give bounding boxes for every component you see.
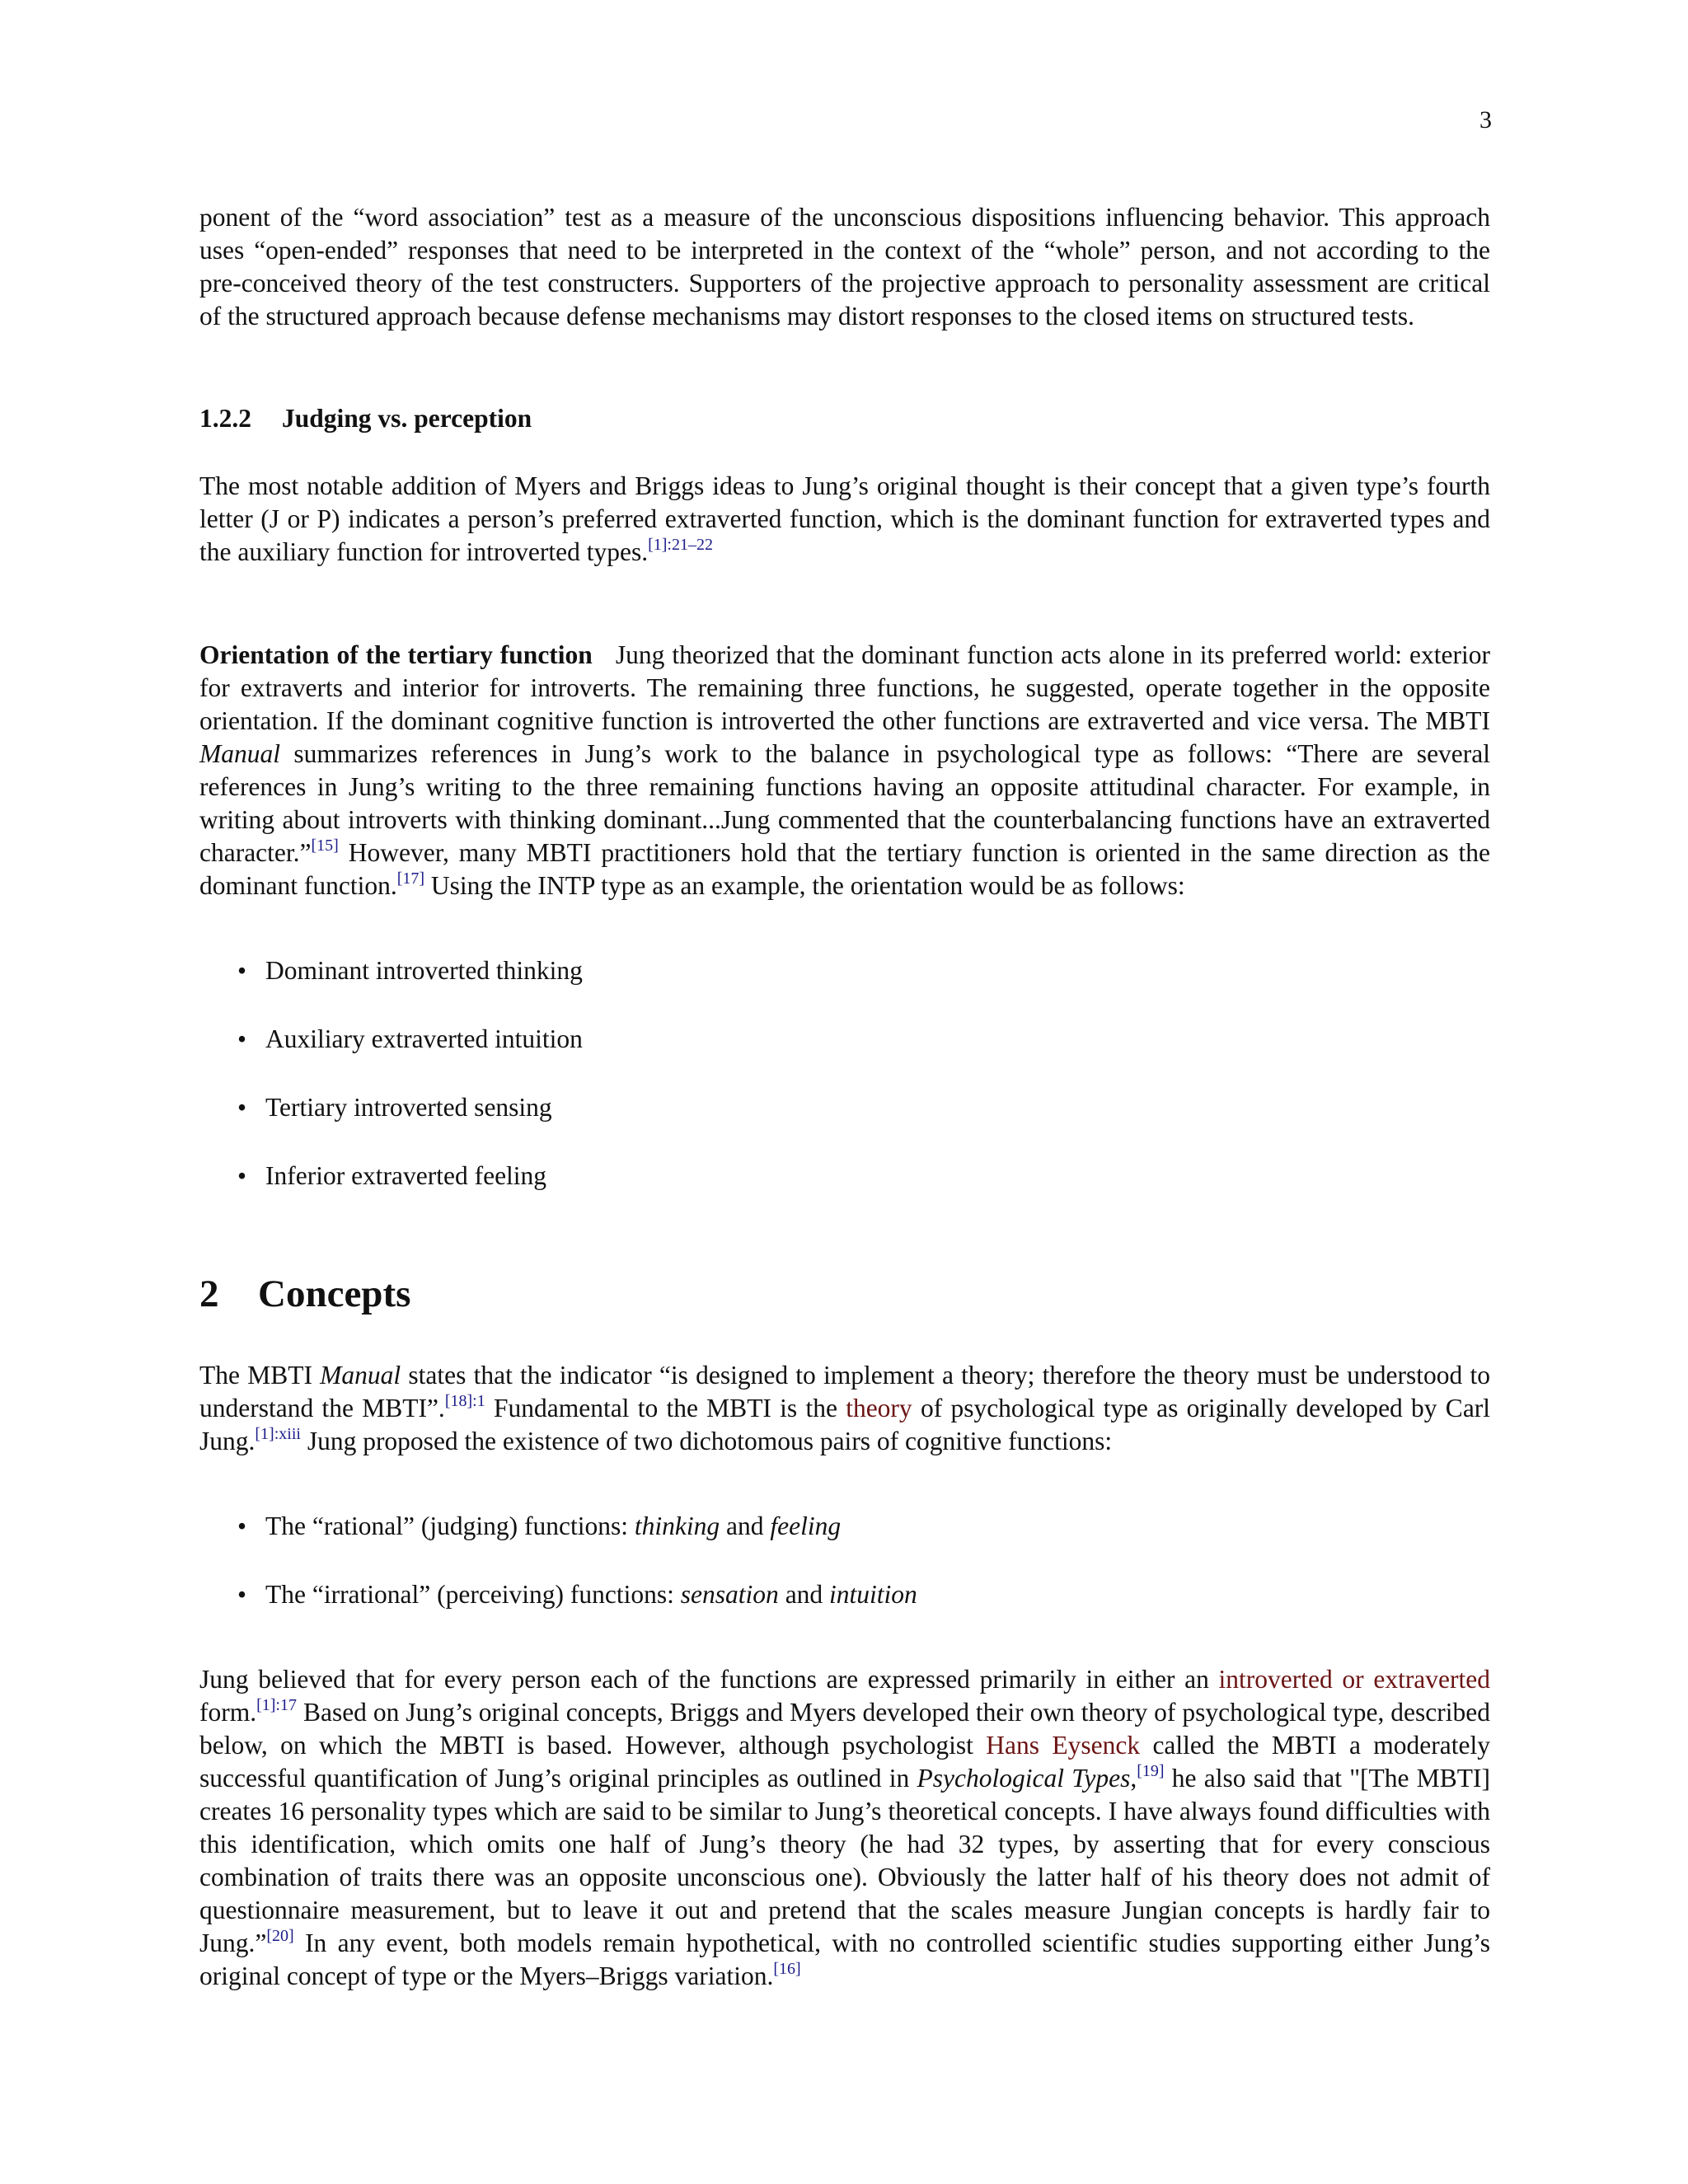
tertiary-body-3: However, many MBTI practitioners hold that the tertiary function is oriented in the same direction as the dominant function. <box>199 838 1490 900</box>
text-run: called the MBTI a moderately successful quantification of Jung’s original principles as outlined in <box>199 1731 1490 1793</box>
list-item <box>237 954 583 987</box>
introverted-extraverted-link[interactable]: introverted or extraverted <box>1218 1665 1490 1694</box>
text-run: of psychological type as originally developed by Carl Jung. <box>199 1394 1491 1455</box>
text-run: and <box>785 1580 823 1609</box>
citation-ref[interactable]: [16] <box>773 1959 801 1978</box>
function-term: sensation <box>680 1580 779 1609</box>
citation-ref[interactable]: [18]:1 <box>444 1391 485 1410</box>
citation-ref[interactable]: [1]:17 <box>256 1695 297 1714</box>
text-run: The “rational” (judging) functions: <box>265 1511 628 1540</box>
judging-body: The most notable addition of Myers and Briggs ideas to Jung’s original thought is their concept that a given type’s fourth letter (J or P) indicates a person’s preferred extraverted function, which is the dominant function for extraverted types and the auxiliary function for introverted types. <box>199 471 1490 566</box>
text-run: Fundamental to the MBTI is the <box>493 1394 837 1422</box>
list-item <box>237 1023 583 1056</box>
paragraph-heading: Orientation of the tertiary function <box>199 640 593 669</box>
list-item-text: Inferior extraverted feeling <box>265 1161 547 1190</box>
list-item-text <box>265 1580 917 1609</box>
bullet-icon: • <box>237 1093 247 1122</box>
tertiary-paragraph <box>199 639 1490 902</box>
section-number: 2 <box>199 1272 219 1315</box>
list-item <box>237 1091 552 1124</box>
concepts-text-2 <box>199 1663 1490 1993</box>
manual-title: Manual <box>320 1361 401 1390</box>
page-number: 3 <box>1479 106 1492 134</box>
intro-line: uses “open-ended” responses that need to be interpreted in the context of the “whole” person, and not according to the <box>199 236 1490 265</box>
tertiary-body-1: Jung theorized that the dominant function acts alone in its preferred world: exterior for extraverts and interior for introverts. The remaining three functions, he suggested, operate together in the opposite orientation. If the dominant cognitive function is introverted the other functions are extraverted and vice versa. The MBTI <box>199 640 1490 735</box>
list-item <box>237 1160 547 1193</box>
citation-ref[interactable]: [17] <box>396 869 425 888</box>
section-heading-2 <box>199 1271 1490 1317</box>
concepts-paragraph-2 <box>199 1663 1490 1993</box>
function-term: feeling <box>770 1511 842 1540</box>
judging-text <box>199 470 1490 569</box>
list-item-text: Dominant introverted thinking <box>265 956 583 985</box>
tertiary-body-4: Using the INTP type as an example, the orientation would be as follows: <box>430 871 1185 900</box>
tertiary-text <box>199 639 1490 902</box>
bullet-icon: • <box>237 1024 247 1053</box>
section-number: 1.2.2 <box>199 404 251 433</box>
function-term: thinking <box>634 1511 720 1540</box>
bullet-icon: • <box>237 1580 247 1609</box>
citation-ref[interactable]: [1]:21–22 <box>648 535 713 554</box>
list-item-text <box>265 1511 841 1540</box>
judging-paragraph <box>199 470 1490 569</box>
text-run: states that the indicator “is designed to implement a theory; therefore the theory must be understood to understand the MBTI”. <box>199 1361 1490 1422</box>
intro-line: ponent of the “word association” test as a measure of the unconscious dispositions influencing behavior. This approach <box>199 203 1490 232</box>
intro-line: pre-conceived theory of the test constructers. Supporters of the projective approach to personality assessment are critical <box>199 269 1490 298</box>
manual-title: Manual <box>199 739 280 768</box>
text-run: In any event, both models remain hypothetical, with no controlled scientific studies supporting either Jung’s original concept of type or the Myers–Briggs variation. <box>199 1929 1490 1990</box>
text-run: Based on Jung’s original concepts, Briggs and Myers developed their own theory of psychological type, described below, on which the MBTI is based. However, although psychologist <box>199 1698 1490 1760</box>
text-run: , <box>1130 1764 1137 1793</box>
list-item-text: Tertiary introverted sensing <box>265 1093 552 1122</box>
function-term: intuition <box>829 1580 917 1609</box>
text-run: Jung believed that for every person each of the functions are expressed primarily in either an <box>199 1665 1209 1694</box>
section-title: Concepts <box>258 1272 411 1315</box>
text-run: The MBTI <box>199 1361 312 1390</box>
section-heading-1-2-2 <box>199 402 1490 435</box>
list-item <box>237 1510 842 1543</box>
intro-line: of the structured approach because defense mechanisms may distort responses to the closed items on structured tests. <box>199 302 1414 330</box>
concepts-text-1 <box>199 1359 1490 1458</box>
citation-ref[interactable]: [15] <box>311 836 339 855</box>
section-title: Judging vs. perception <box>282 404 532 433</box>
bullet-icon: • <box>237 1511 247 1540</box>
intro-paragraph <box>199 201 1490 333</box>
text-run: The “irrational” (perceiving) functions: <box>265 1580 674 1609</box>
citation-ref[interactable]: [1]:xiii <box>255 1424 301 1443</box>
tertiary-body-2: summarizes references in Jung’s work to the balance in psychological type as follows: “There are several references in Jung’s writing to the three remaining functions having an opposite attitudinal character. For example, in writing about introverts with thinking dominant...Jung commented that the counterbalancing functions have an extraverted character.” <box>199 739 1490 867</box>
list-item <box>237 1578 917 1611</box>
bullet-icon: • <box>237 956 247 985</box>
hans-eysenck-link[interactable]: Hans Eysenck <box>986 1731 1141 1760</box>
text-run: he also said that "[The MBTI] creates 16 personality types which are said to be similar to Jung’s theoretical concepts. I have always found difficulties with this identification, which omits one half of Jung’s theory (he had 32 types, by asserting that for every conscious combination of traits there was an opposite unconscious one). Obviously the latter half of his theory does not admit of questionnaire measurement, but to leave it out and pretend that the scales measure Jungian concepts is hardly fair to Jung.” <box>199 1764 1491 1957</box>
concepts-paragraph-1 <box>199 1359 1490 1458</box>
theory-link[interactable]: theory <box>846 1394 912 1422</box>
citation-ref[interactable]: [19] <box>1137 1761 1165 1780</box>
text-run: Jung proposed the existence of two dichotomous pairs of cognitive functions: <box>307 1427 1113 1455</box>
citation-ref[interactable]: [20] <box>266 1926 294 1945</box>
text-run: and <box>726 1511 764 1540</box>
list-item-text: Auxiliary extraverted intuition <box>265 1024 583 1053</box>
text-run: form. <box>199 1698 257 1727</box>
book-title: Psychological Types <box>917 1764 1131 1793</box>
bullet-icon: • <box>237 1161 247 1190</box>
